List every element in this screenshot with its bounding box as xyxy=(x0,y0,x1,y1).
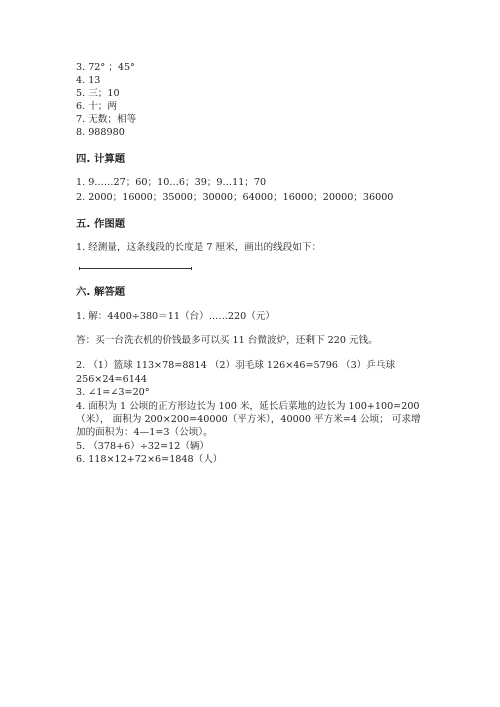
section-heading: 六. 解答题 xyxy=(76,286,126,298)
answer-line: 1. 9……27；60；10…6；39；9…11；70 xyxy=(76,177,267,188)
answer-line: 5. 三；10 xyxy=(76,88,120,99)
answer-line: 256×24=6144 xyxy=(76,374,148,385)
drawn-line-segment xyxy=(79,268,192,269)
answer-line: 1. 解：4400÷380＝11（台）……220（元） xyxy=(76,311,276,322)
answer-line: 4. 13 xyxy=(76,75,101,86)
answer-line: 5. （378+6）÷32=12（辆） xyxy=(76,441,210,452)
section-heading: 五. 作图题 xyxy=(76,218,126,230)
segment-endpoint xyxy=(79,267,80,270)
answer-line: 4. 面积为 1 公顷的正方形边长为 100 米，延长后菜地的边长为 100+100=200 xyxy=(76,401,420,412)
answer-line: 1. 经测量，这条线段的长度是 7 厘米，画出的线段如下： xyxy=(76,242,322,253)
answer-line: （米）， 面积为 200×200=40000（平方米），40000 平方米=4 公顷； 可求增 xyxy=(76,414,421,425)
answer-line: 3. 72° ；45° xyxy=(76,62,135,73)
section-heading: 四. 计算题 xyxy=(76,153,126,165)
answer-line: 6. 118×12+72×6=1848（人） xyxy=(76,454,223,465)
answer-line: 加的面积为：4—1=3（公顷）。 xyxy=(76,427,213,438)
answer-line: 2. 2000；16000；35000；30000；64000；16000；20000；36000 xyxy=(76,192,394,203)
answer-line: 2. （1）篮球 113×78=8814 （2）羽毛球 126×46=5796 （3）乒乓球 xyxy=(76,360,396,371)
answer-line: 6. 十；两 xyxy=(76,101,117,112)
answer-line: 答：买一台洗衣机的价钱最多可以买 11 台微波炉，还剩下 220 元钱。 xyxy=(76,335,378,346)
answer-line: 3. ∠1=∠3=20° xyxy=(76,387,150,398)
answer-line: 7. 无数；相等 xyxy=(76,114,137,125)
segment-endpoint xyxy=(191,267,192,270)
answer-line: 8. 988980 xyxy=(76,127,125,138)
